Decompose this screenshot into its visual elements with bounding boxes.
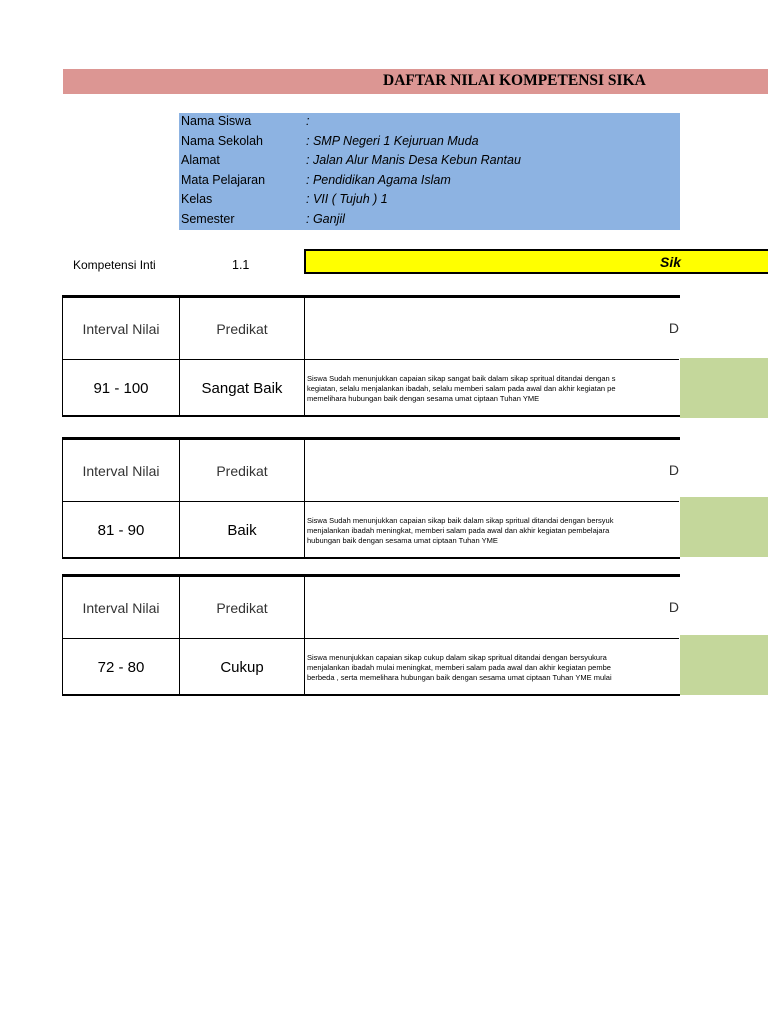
- deskripsi-header-text: D: [668, 599, 679, 615]
- predikat-value: Cukup: [180, 639, 305, 696]
- info-value: : Pendidikan Agama Islam: [306, 172, 451, 187]
- interval-value: 91 - 100: [63, 360, 180, 417]
- info-row-semester: [179, 211, 680, 230]
- title-band: [63, 69, 768, 94]
- student-info-block: [179, 113, 680, 230]
- interval-nilai-header: Interval Nilai: [63, 440, 180, 502]
- deskripsi-line: hubungan baik dengan sesama umat ciptaan Tuhan YME: [307, 536, 498, 546]
- kompetensi-inti-label: Kompetensi Inti: [73, 258, 156, 272]
- predikat-value: Sangat Baik: [180, 360, 305, 417]
- deskripsi-text: [305, 639, 679, 696]
- info-label: Kelas: [181, 192, 213, 206]
- info-row-mata-pelajaran: [179, 172, 680, 191]
- interval-nilai-header: Interval Nilai: [63, 298, 180, 360]
- interval-nilai-header: Interval Nilai: [63, 577, 180, 639]
- predikat-header: Predikat: [180, 440, 305, 502]
- info-label: Nama Sekolah: [181, 133, 263, 148]
- deskripsi-header-text: D: [668, 462, 679, 478]
- description-fill-band: [680, 358, 768, 418]
- page-title: DAFTAR NILAI KOMPETENSI SIKA: [383, 72, 646, 89]
- predikat-header: Predikat: [180, 577, 305, 639]
- info-label: Semester: [181, 211, 235, 226]
- grade-table-baik: [62, 437, 680, 559]
- deskripsi-header-text: D: [668, 320, 679, 336]
- predikat-value: Baik: [180, 502, 305, 559]
- info-row-nama-sekolah: [179, 133, 680, 152]
- info-row-alamat: [179, 152, 680, 171]
- info-label: Alamat: [181, 153, 220, 167]
- info-value: : VII ( Tujuh ) 1: [306, 192, 388, 206]
- description-fill-band: [680, 635, 768, 695]
- info-label: Mata Pelajaran: [181, 172, 266, 187]
- deskripsi-line: kegiatan, selalu menjalankan ibadah, selalu memberi salam pada awal dan akhir kegiatan pe: [307, 384, 616, 394]
- info-row-kelas: [179, 191, 680, 210]
- sikap-header-text: Sik: [660, 254, 682, 270]
- interval-value: 72 - 80: [63, 639, 180, 696]
- kompetensi-number: 1.1: [232, 258, 250, 272]
- deskripsi-line: menjalankan ibadah meningkat, memberi salam pada awal dan akhir kegiatan pembelajara: [307, 526, 610, 536]
- deskripsi-header: [305, 298, 679, 360]
- description-fill-band: [680, 497, 768, 557]
- grade-table-sangat-baik: [62, 295, 680, 417]
- deskripsi-text: [305, 502, 679, 559]
- info-value: :: [306, 114, 310, 128]
- info-label: Nama Siswa: [181, 114, 252, 128]
- deskripsi-line: Siswa Sudah menunjukkan capaian sikap sangat baik dalam sikap spritual ditandai dengan s: [307, 374, 616, 383]
- deskripsi-text: [305, 360, 679, 417]
- interval-value: 81 - 90: [63, 502, 180, 559]
- info-value: : Ganjil: [306, 211, 345, 226]
- deskripsi-line: memelihara hubungan baik dengan sesama umat ciptaan Tuhan YME: [307, 394, 540, 404]
- deskripsi-line: berbeda , serta memelihara hubungan baik dengan sesama umat ciptaan Tuhan YME mulai: [307, 673, 612, 683]
- deskripsi-line: menjalankan ibadah mulai meningkat, memberi salam pada awal dan akhir kegiatan pembe: [307, 663, 611, 673]
- grade-table-cukup: [62, 574, 680, 696]
- sikap-header-box: [304, 249, 768, 274]
- deskripsi-line: Siswa Sudah menunjukkan capaian sikap baik dalam sikap spritual ditandai dengan bersyuk: [307, 516, 614, 525]
- info-value: : SMP Negeri 1 Kejuruan Muda: [306, 133, 479, 148]
- deskripsi-header: [305, 440, 679, 502]
- deskripsi-header: [305, 577, 679, 639]
- info-row-nama-siswa: [179, 113, 680, 132]
- info-value: : Jalan Alur Manis Desa Kebun Rantau: [306, 153, 521, 167]
- deskripsi-line: Siswa menunjukkan capaian sikap cukup dalam sikap spritual ditandai dengan bersyukura: [307, 653, 607, 662]
- predikat-header: Predikat: [180, 298, 305, 360]
